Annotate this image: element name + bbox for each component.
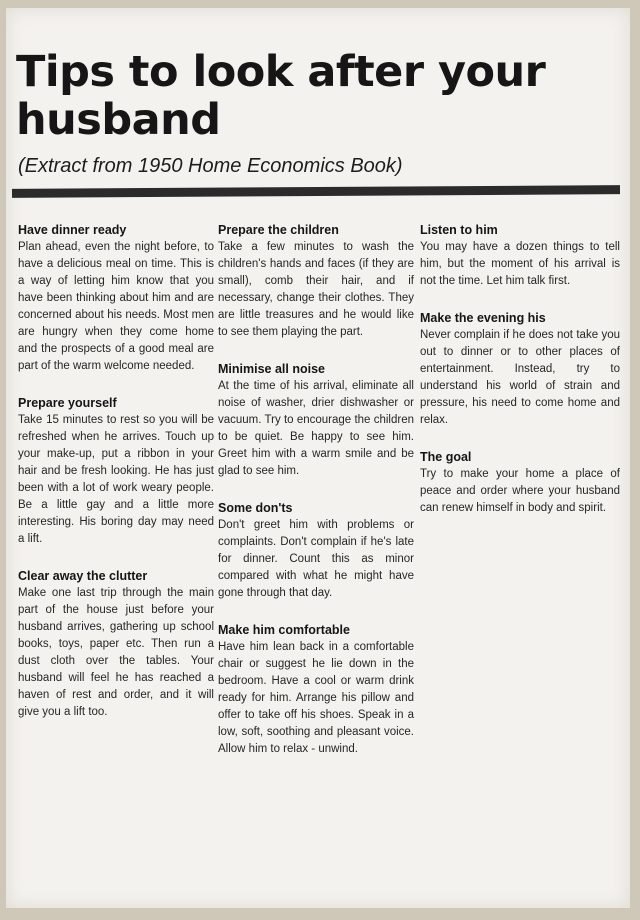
section-text: Have him lean back in a comfortable chair or suggest he lie down in the bedroom. Have a cool or warm drink ready for him. Arrange his pillow and offer to take off his shoes. Speak in a low, soft, soothing and pleasant voice. Allow him to relax - unwind. xyxy=(218,641,414,755)
section-clear-away-the-clutter xyxy=(18,568,214,721)
section-make-him-comfortable xyxy=(218,622,414,758)
page-title: Tips to look after your husband xyxy=(16,47,546,145)
section-heading: Minimise all noise xyxy=(218,362,325,376)
section-listen-to-him xyxy=(420,222,620,290)
column-3 xyxy=(420,222,620,537)
section-text: Make one last trip through the main part of the house just before your husband arrives, gathering up school books, toys, paper etc. Then run a dust cloth over the tables. Your husband will feel he has reached a haven of rest and order, and it will give you a lift too. xyxy=(18,587,214,718)
section-make-the-evening-his xyxy=(420,310,620,429)
section-heading: Listen to him xyxy=(420,223,498,237)
section-heading: Clear away the clutter xyxy=(18,569,148,583)
section-text: You may have a dozen things to tell him, but the moment of his arrival is not the time. Let him talk first. xyxy=(420,241,620,287)
page-sheet xyxy=(6,8,630,908)
section-text: At the time of his arrival, eliminate all noise of washer, drier dishwasher or vacuum. Try to encourage the children to be quiet. Be happy to see him. Greet him with a warm smile and be glad to see him. xyxy=(218,380,414,477)
section-the-goal xyxy=(420,449,620,517)
column-1 xyxy=(18,222,214,741)
section-minimise-all-noise xyxy=(218,361,414,480)
section-text: Don't greet him with problems or complaints. Don't complain if he's late for dinner. Count this as minor compared with what he might have gone through that day. xyxy=(218,519,414,599)
section-some-donts xyxy=(218,500,414,602)
section-heading: Some don'ts xyxy=(218,501,293,515)
section-text: Never complain if he does not take you out to dinner or to other places of entertainment. Instead, try to understand his world of strain and pressure, his need to come home and relax. xyxy=(420,329,620,426)
section-text: Take 15 minutes to rest so you will be refreshed when he arrives. Touch up your make-up, put a ribbon in your hair and be fresh looking. He has just been with a lot of work weary people. Be a little gay and a little more interesting. His boring day may need a lift. xyxy=(18,414,214,545)
section-heading: Make him comfortable xyxy=(218,623,350,637)
section-text: Plan ahead, even the night before, to have a delicious meal on time. This is a way of letting him know that you have been thinking about him and are concerned about his needs. Most men are hungry when they come home and the prospects of a good meal are part of the warm welcome needed. xyxy=(18,241,214,372)
section-prepare-the-children xyxy=(218,222,414,341)
section-prepare-yourself xyxy=(18,395,214,548)
section-text: Try to make your home a place of peace and order where your husband can renew himself in body and spirit. xyxy=(420,468,620,514)
column-2 xyxy=(218,222,414,778)
section-have-dinner-ready xyxy=(18,222,214,375)
section-heading: Prepare the children xyxy=(218,223,339,237)
section-heading: Have dinner ready xyxy=(18,223,127,237)
section-heading: Make the evening his xyxy=(420,311,546,325)
section-heading: The goal xyxy=(420,450,472,464)
divider-rule xyxy=(12,185,620,198)
section-heading: Prepare yourself xyxy=(18,396,117,410)
section-text: Take a few minutes to wash the children's hands and faces (if they are small), comb their hair, and if necessary, change their clothes. They are little treasures and he would like to see them playing the part. xyxy=(218,241,414,338)
page-subtitle: (Extract from 1950 Home Economics Book) xyxy=(18,155,403,177)
